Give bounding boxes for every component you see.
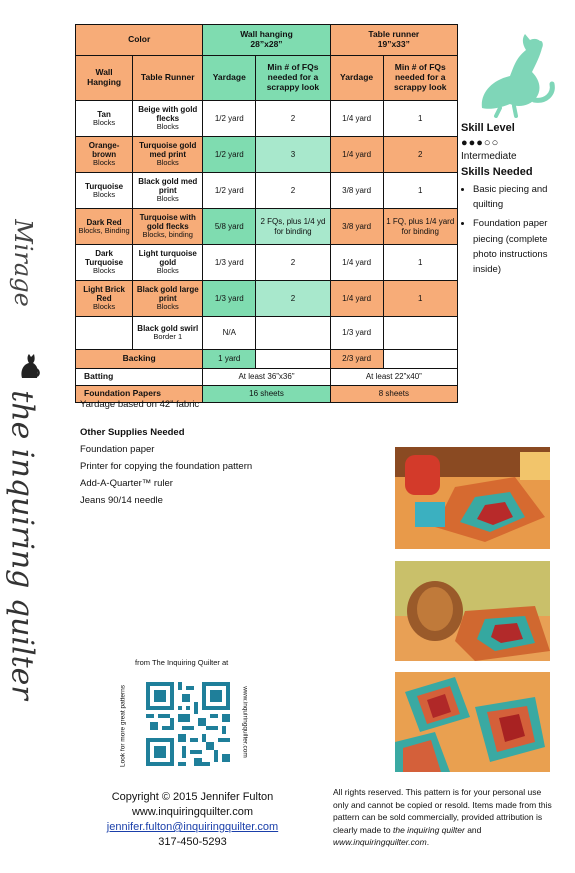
wall-hanging-color-cell: Turquoise Blocks — [76, 173, 133, 209]
col-table-runner: Table Runner — [133, 56, 203, 101]
fabric-rows — [76, 101, 458, 350]
fqs-tr-cell: 1 — [383, 101, 457, 137]
batting-tr: At least 22”x40” — [330, 369, 457, 386]
email-link[interactable]: jennifer.fulton@inquiringquilter.com — [106, 821, 279, 833]
wall-hanging-color-cell: Tan Blocks — [76, 101, 133, 137]
batting-label: Batting — [76, 369, 203, 386]
fqs-tr-cell: 2 — [383, 137, 457, 173]
contact-block — [80, 790, 305, 850]
website-text: www.inquiringquilter.com — [131, 806, 254, 818]
yardage-tr-cell: 3/8 yard — [330, 173, 383, 209]
skills-list — [461, 182, 571, 277]
quilt-photo-2 — [395, 561, 550, 661]
table-runner-color-cell: Turquoise gold med print Blocks — [133, 137, 203, 173]
quilt-photo-1 — [395, 447, 550, 549]
phone-text: 317-450-5293 — [158, 836, 227, 848]
fabric-requirements-table — [75, 24, 458, 403]
backing-tr: 2/3 yard — [330, 350, 383, 369]
yardage-tr-cell: 1/3 yard — [330, 317, 383, 350]
papers-wh: 16 sheets — [203, 386, 330, 403]
supply-item: Add-A-Quarter™ ruler — [80, 478, 173, 489]
fabric-row — [76, 209, 458, 245]
cat-logo-icon — [470, 28, 560, 118]
papers-label: Foundation Papers — [76, 386, 203, 403]
fabric-row — [76, 245, 458, 281]
fqs-tr-cell — [383, 317, 457, 350]
yardage-tr-cell: 1/4 yard — [330, 281, 383, 317]
fqs-wh-cell: 2 FQs, plus 1/4 yd for binding — [256, 209, 330, 245]
skill-dots: ●●●○○ — [461, 137, 500, 149]
qr-left-text: Look for more great patterns — [119, 684, 127, 768]
wall-hanging-color-cell — [76, 317, 133, 350]
fqs-tr-cell: 1 — [383, 173, 457, 209]
table-runner-color-cell: Beige with gold flecks Blocks — [133, 101, 203, 137]
yardage-tr-cell: 3/8 yard — [330, 209, 383, 245]
skill-panel — [461, 122, 571, 281]
table-runner-color-cell: Black gold med print Blocks — [133, 173, 203, 209]
fqs-wh-cell — [256, 317, 330, 350]
skill-level-value: Intermediate — [461, 151, 517, 162]
yardage-tr-cell: 1/4 yard — [330, 101, 383, 137]
wall-hanging-color-cell: Dark Turquoise Blocks — [76, 245, 133, 281]
yardage-wh-cell: 1/2 yard — [203, 137, 256, 173]
backing-label: Backing — [76, 350, 203, 369]
wall-hanging-color-cell: Dark Red Blocks, Binding — [76, 209, 133, 245]
supplies-list — [80, 424, 252, 509]
rights-notice: All rights reserved. This pattern is for your personal use only and cannot be copied or resold. Items made from this pattern can be sold commercially, provided attribution is clearly made to the inquiring quilter and www.inquiringquilter.com. — [333, 787, 552, 847]
wall-hanging-color-cell: Light Brick Red Blocks — [76, 281, 133, 317]
supply-item: Printer for copying the foundation pattern — [80, 461, 253, 472]
supply-item: Jeans 90/14 needle — [80, 495, 163, 506]
table-runner-color-cell: Turquoise with gold flecks Blocks, binding — [133, 209, 203, 245]
fqs-tr-cell: 1 — [383, 281, 457, 317]
qr-code-icon[interactable] — [146, 682, 230, 766]
yardage-tr-cell: 1/4 yard — [330, 245, 383, 281]
color-header: Color — [76, 25, 203, 56]
fabric-row — [76, 173, 458, 209]
col-fqs-tr: Min # of FQs needed for a scrappy look — [383, 56, 457, 101]
supplies-heading: Other Supplies Needed — [80, 427, 185, 438]
table-runner-color-cell: Black gold large print Blocks — [133, 281, 203, 317]
backing-wh: 1 yard — [203, 350, 256, 369]
yardage-wh-cell: 1/3 yard — [203, 245, 256, 281]
yardage-wh-cell: N/A — [203, 317, 256, 350]
pattern-title-vertical: Mirage — [9, 218, 37, 307]
fqs-wh-cell: 2 — [256, 101, 330, 137]
yardage-wh-cell: 1/2 yard — [203, 101, 256, 137]
table-runner-header: Table runner 19”x33” — [330, 25, 457, 56]
fqs-tr-cell: 1 FQ, plus 1/4 yard for binding — [383, 209, 457, 245]
skill-level-label: Skill Level — [461, 122, 515, 134]
yardage-wh-cell: 1/3 yard — [203, 281, 256, 317]
skills-needed-label: Skills Needed — [461, 166, 533, 178]
fabric-row — [76, 281, 458, 317]
skill-item: • Foundation paper piecing (complete photo instructions inside) — [473, 216, 571, 277]
cat-logo-icon — [18, 350, 40, 380]
yardage-wh-cell: 1/2 yard — [203, 173, 256, 209]
table-runner-color-cell: Light turquoise gold Blocks — [133, 245, 203, 281]
yardage-tr-cell: 1/4 yard — [330, 137, 383, 173]
fabric-row — [76, 101, 458, 137]
fqs-wh-cell: 2 — [256, 245, 330, 281]
fqs-tr-cell: 1 — [383, 245, 457, 281]
fabric-row — [76, 137, 458, 173]
wall-hanging-header: Wall hanging 28”x28” — [203, 25, 330, 56]
col-yardage-tr: Yardage — [330, 56, 383, 101]
yardage-note: Yardage based on 42” fabric — [80, 399, 200, 410]
from-text: from The Inquiring Quilter at — [135, 658, 229, 667]
quilt-photo-3 — [395, 672, 550, 772]
supply-item: Foundation paper — [80, 444, 155, 455]
fqs-wh-cell: 2 — [256, 173, 330, 209]
batting-wh: At least 36”x36” — [203, 369, 330, 386]
col-fqs-wh: Min # of FQs needed for a scrappy look — [256, 56, 330, 101]
qr-right-text: www.inquiringquilter.com — [241, 686, 249, 758]
fqs-wh-cell: 2 — [256, 281, 330, 317]
papers-tr: 8 sheets — [330, 386, 457, 403]
brand-vertical: the inquiring quilter — [4, 390, 40, 700]
fqs-wh-cell: 3 — [256, 137, 330, 173]
col-wall-hanging: Wall Hanging — [76, 56, 133, 101]
wall-hanging-color-cell: Orange-brown Blocks — [76, 137, 133, 173]
skill-item: • Basic piecing and quilting — [473, 182, 571, 212]
table-runner-color-cell: Black gold swirl Border 1 — [133, 317, 203, 350]
fabric-row — [76, 317, 458, 350]
copyright-text: Copyright © 2015 Jennifer Fulton — [111, 791, 274, 803]
col-yardage-wh: Yardage — [203, 56, 256, 101]
yardage-wh-cell: 5/8 yard — [203, 209, 256, 245]
